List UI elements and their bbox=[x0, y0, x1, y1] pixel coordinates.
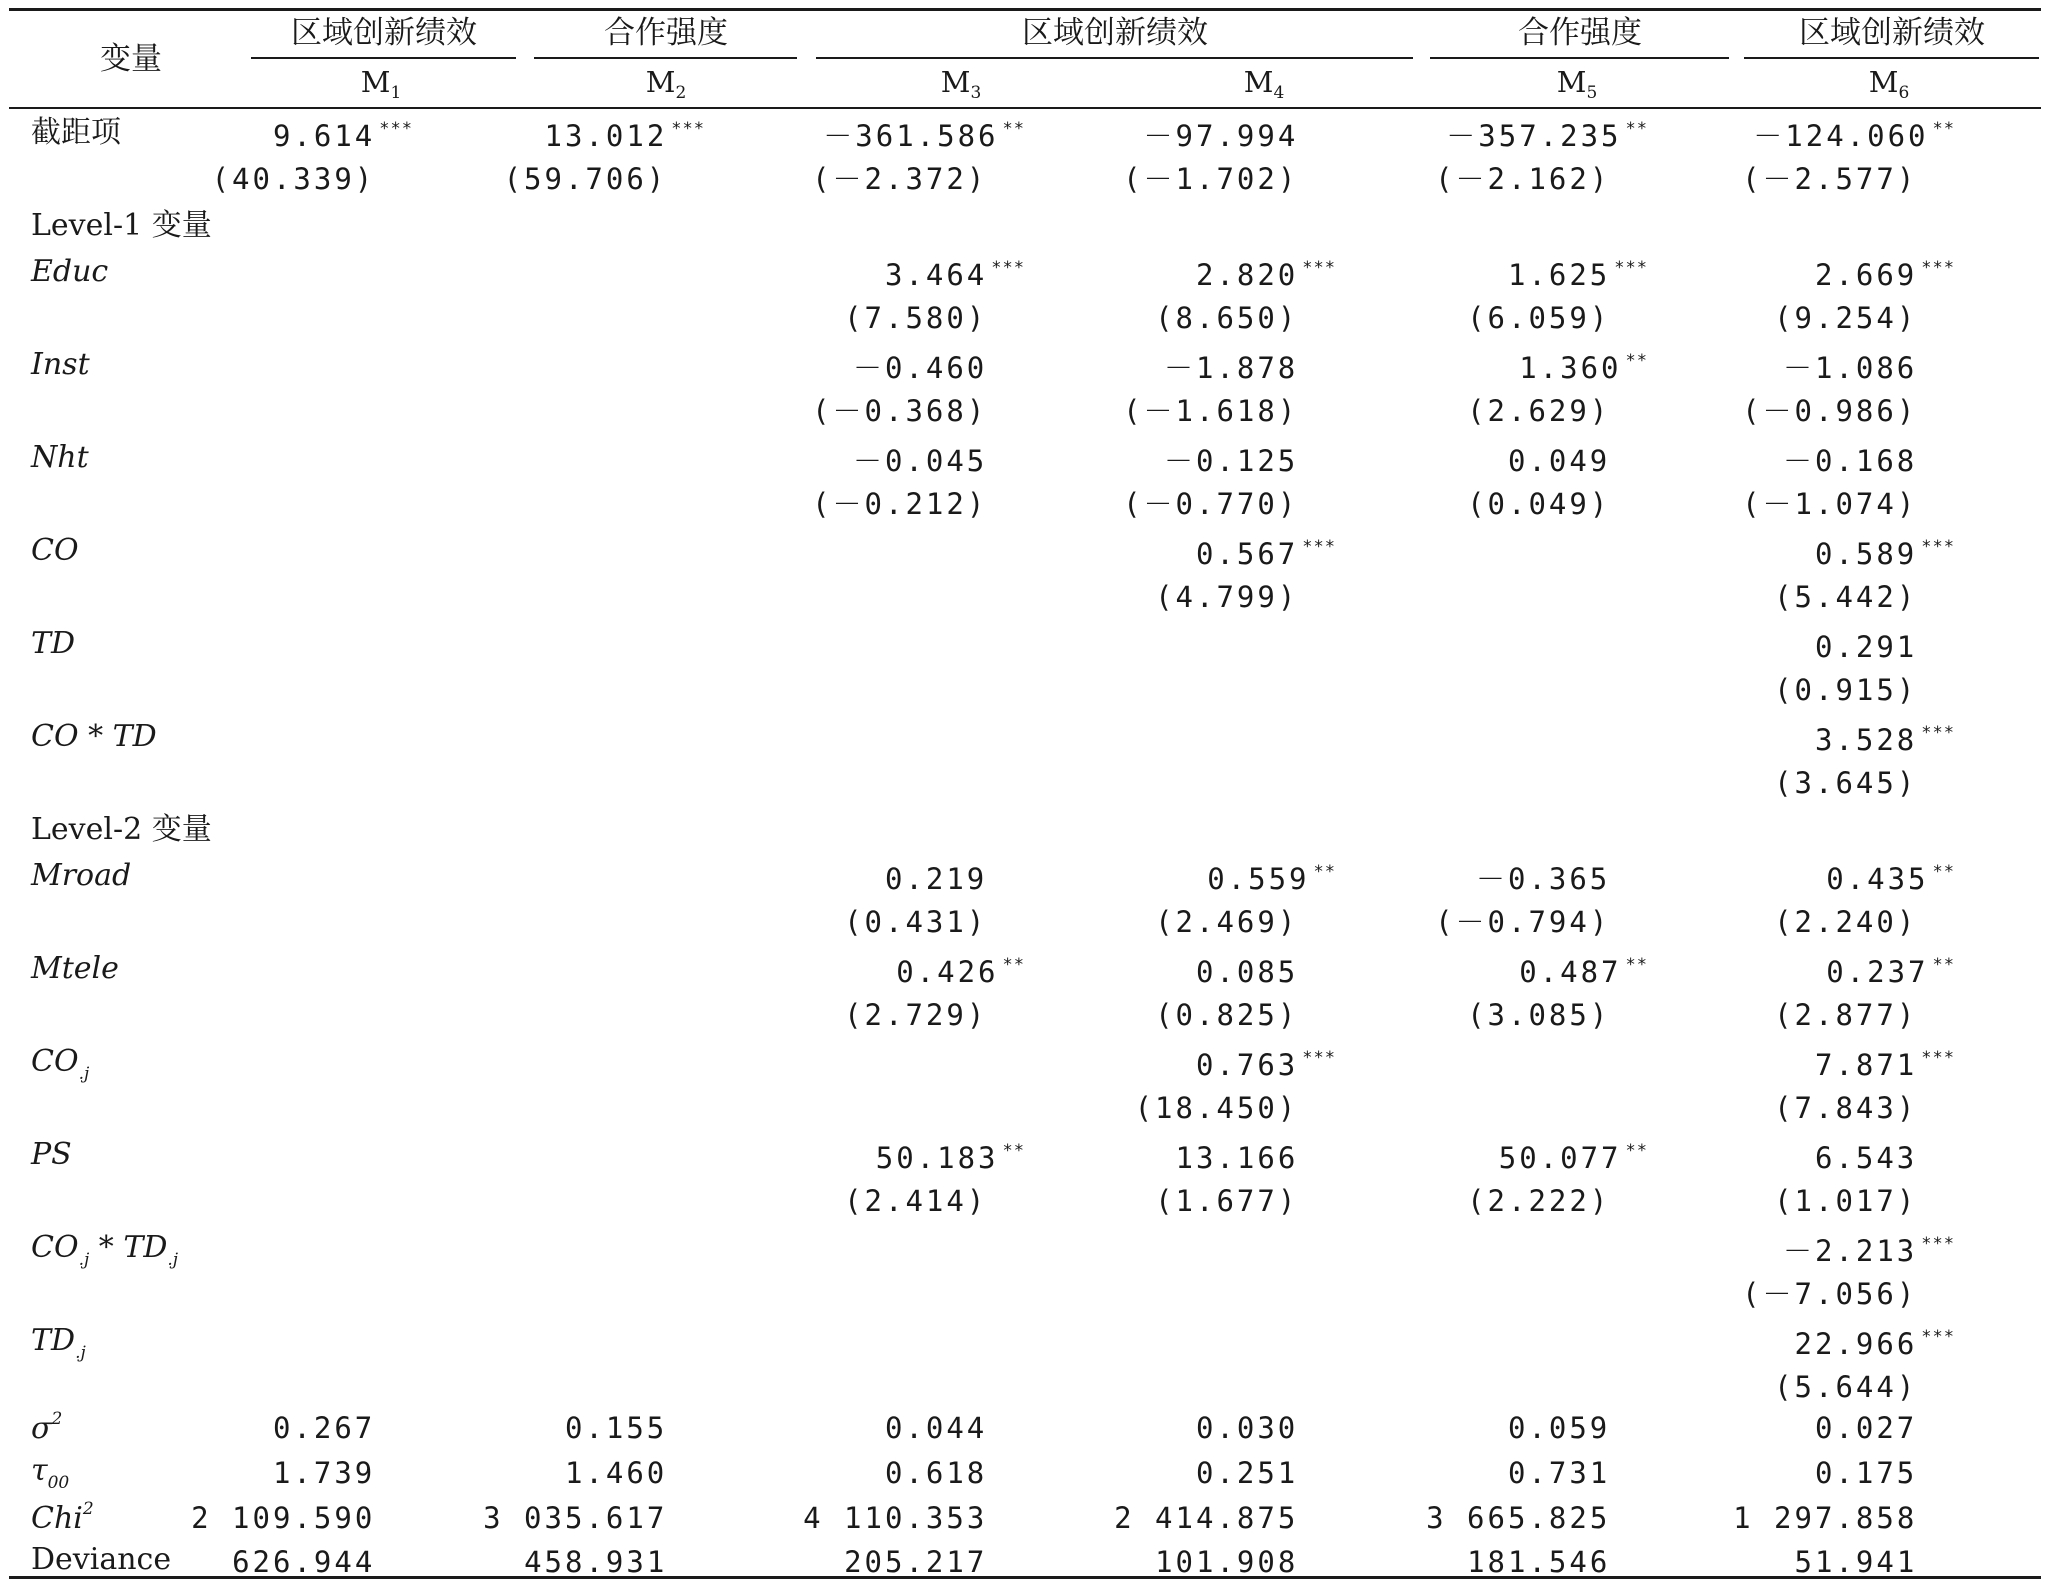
t-statistic-value: (59.706) bbox=[503, 162, 668, 196]
t-statistic-value: (2.240) bbox=[1774, 905, 1918, 939]
coefficient-value: 22.966 bbox=[1794, 1327, 1918, 1361]
coefficient bbox=[1783, 446, 1955, 476]
row-label-subscript: .j bbox=[167, 1250, 179, 1270]
row-label-text: Mroad bbox=[31, 858, 132, 893]
coefficient-value: －0.460 bbox=[852, 351, 988, 385]
coefficient bbox=[1783, 353, 1955, 383]
coefficient bbox=[1519, 957, 1648, 987]
row-label bbox=[31, 1230, 179, 1270]
stat-value-text: 205.217 bbox=[844, 1545, 988, 1579]
t-statistic bbox=[1774, 1000, 1955, 1030]
coefficient-value: 50.183 bbox=[875, 1141, 999, 1175]
coefficient bbox=[1826, 864, 1955, 894]
stat-value bbox=[191, 1503, 413, 1533]
group-underline bbox=[1744, 57, 2039, 59]
t-statistic-value: (7.580) bbox=[844, 301, 988, 335]
t-statistic bbox=[1467, 1186, 1648, 1216]
significance-stars: ** bbox=[1932, 955, 1955, 975]
t-statistic-value: (5.644) bbox=[1774, 1370, 1918, 1404]
t-statistic-value: (40.339) bbox=[211, 162, 376, 196]
significance-stars: ** bbox=[1625, 955, 1648, 975]
coefficient bbox=[1196, 539, 1336, 569]
t-statistic-value: (－7.056) bbox=[1742, 1277, 1918, 1311]
section-label: Level-2 变量 bbox=[31, 812, 212, 847]
row-label-text: CO * TD bbox=[31, 719, 157, 754]
row-label-text: Chi bbox=[31, 1501, 83, 1536]
stat-value bbox=[1114, 1503, 1336, 1533]
model-label bbox=[645, 65, 687, 103]
stat-value-text: 3 035.617 bbox=[483, 1501, 668, 1535]
t-statistic-value: (－1.702) bbox=[1123, 162, 1299, 196]
significance-stars: ** bbox=[1625, 351, 1648, 371]
coefficient bbox=[1815, 632, 1955, 662]
t-statistic-value: (－1.618) bbox=[1123, 394, 1299, 428]
significance-stars: *** bbox=[1921, 723, 1955, 743]
coefficient-value: 0.426 bbox=[896, 955, 999, 989]
coefficient-value: 13.012 bbox=[544, 119, 668, 153]
stat-value bbox=[232, 1547, 413, 1577]
significance-stars: *** bbox=[1614, 258, 1648, 278]
row-label bbox=[31, 115, 121, 150]
row-label-text: CO bbox=[31, 533, 79, 568]
row-label bbox=[31, 1453, 70, 1493]
t-statistic bbox=[844, 1186, 1025, 1216]
section-label: Level-1 变量 bbox=[31, 208, 212, 243]
coefficient bbox=[885, 260, 1025, 290]
coefficient-value: 0.763 bbox=[1195, 1048, 1299, 1082]
t-statistic bbox=[1742, 164, 1955, 194]
t-statistic bbox=[812, 396, 1025, 426]
coefficient-value: －0.125 bbox=[1163, 444, 1299, 478]
stat-value-text: 0.059 bbox=[1507, 1411, 1611, 1445]
stat-value bbox=[844, 1547, 1025, 1577]
row-label-text: τ bbox=[31, 1453, 48, 1488]
coefficient bbox=[545, 121, 705, 151]
model-label-base: M bbox=[1243, 65, 1274, 99]
coefficient-value: 2.820 bbox=[1195, 258, 1299, 292]
model-label-subscript: 4 bbox=[1273, 83, 1285, 103]
group-underline bbox=[1430, 57, 1729, 59]
t-statistic-value: (－2.162) bbox=[1435, 162, 1611, 196]
t-statistic-value: (3.085) bbox=[1467, 998, 1611, 1032]
coefficient bbox=[896, 957, 1025, 987]
coefficient-value: 3.464 bbox=[884, 258, 988, 292]
t-statistic-value: (1.017) bbox=[1774, 1184, 1918, 1218]
row-label-text: Nht bbox=[31, 440, 89, 475]
t-statistic bbox=[1123, 164, 1336, 194]
coefficient bbox=[1207, 864, 1336, 894]
model-label-subscript: 3 bbox=[970, 83, 982, 103]
t-statistic-value: (0.825) bbox=[1155, 998, 1299, 1032]
stat-value bbox=[565, 1458, 705, 1488]
stat-value bbox=[885, 1458, 1025, 1488]
t-statistic-value: (2.222) bbox=[1467, 1184, 1611, 1218]
significance-stars: ** bbox=[1002, 119, 1025, 139]
model-label-base: M bbox=[360, 65, 391, 99]
stat-value-text: 1.460 bbox=[564, 1456, 668, 1490]
group-underline bbox=[534, 57, 797, 59]
coefficient bbox=[1164, 353, 1336, 383]
row-label bbox=[31, 1542, 172, 1577]
stat-value-text: 0.030 bbox=[1195, 1411, 1299, 1445]
row-label-subscript: .j bbox=[78, 1064, 90, 1084]
stat-value bbox=[1426, 1503, 1648, 1533]
coefficient bbox=[273, 121, 413, 151]
t-statistic bbox=[1123, 396, 1336, 426]
t-statistic-value: (1.677) bbox=[1155, 1184, 1299, 1218]
coefficient-value: 6.543 bbox=[1814, 1141, 1918, 1175]
t-statistic bbox=[1774, 1372, 1955, 1402]
model-label-base: M bbox=[1868, 65, 1899, 99]
coefficient-value: －357.235 bbox=[1446, 119, 1622, 153]
coefficient-value: 0.085 bbox=[1195, 955, 1299, 989]
coefficient bbox=[1476, 864, 1648, 894]
t-statistic bbox=[1742, 1279, 1955, 1309]
significance-stars: *** bbox=[1921, 1327, 1955, 1347]
t-statistic bbox=[1435, 907, 1648, 937]
row-label bbox=[31, 1411, 62, 1444]
coefficient-value: －97.994 bbox=[1143, 119, 1299, 153]
model-label-base: M bbox=[645, 65, 676, 99]
stat-value bbox=[483, 1503, 705, 1533]
t-statistic bbox=[1155, 1000, 1336, 1030]
t-statistic bbox=[1774, 582, 1955, 612]
coefficient bbox=[1815, 725, 1955, 755]
t-statistic-value: (－0.770) bbox=[1123, 487, 1299, 521]
row-label bbox=[31, 440, 89, 475]
coefficient-value: 9.614 bbox=[272, 119, 376, 153]
t-statistic bbox=[1774, 907, 1955, 937]
coefficient-value: 0.237 bbox=[1826, 955, 1929, 989]
stat-value bbox=[1795, 1547, 1955, 1577]
t-statistic bbox=[1742, 489, 1955, 519]
coefficient bbox=[823, 121, 1025, 151]
t-statistic-value: (2.414) bbox=[844, 1184, 988, 1218]
coefficient-value: 0.219 bbox=[884, 862, 988, 896]
t-statistic bbox=[844, 907, 1025, 937]
row-label-text: TD bbox=[31, 626, 76, 661]
t-statistic bbox=[1774, 303, 1955, 333]
model-label bbox=[940, 65, 982, 103]
t-statistic bbox=[1467, 303, 1648, 333]
coefficient bbox=[1196, 957, 1336, 987]
group-header: 合作强度 bbox=[604, 15, 728, 51]
stat-value-text: 0.027 bbox=[1814, 1411, 1918, 1445]
model-label bbox=[1556, 65, 1598, 103]
stat-value-text: 626.944 bbox=[232, 1545, 376, 1579]
coefficient bbox=[853, 353, 1025, 383]
group-header: 区域创新绩效 bbox=[1799, 15, 1985, 51]
top-rule bbox=[9, 8, 2041, 11]
significance-stars: *** bbox=[991, 258, 1025, 278]
coefficient bbox=[876, 1143, 1025, 1173]
t-statistic-value: (－0.794) bbox=[1435, 905, 1611, 939]
stat-value-text: 0.267 bbox=[272, 1411, 376, 1445]
stat-value bbox=[1467, 1547, 1648, 1577]
group-header: 合作强度 bbox=[1518, 15, 1642, 51]
row-label bbox=[31, 1137, 72, 1172]
coefficient bbox=[1519, 353, 1648, 383]
significance-stars: *** bbox=[1302, 1048, 1336, 1068]
t-statistic bbox=[1774, 768, 1955, 798]
row-label bbox=[31, 533, 79, 568]
stat-value-text: 1 297.858 bbox=[1733, 1501, 1918, 1535]
coefficient-value: 0.487 bbox=[1519, 955, 1622, 989]
model-label-subscript: 6 bbox=[1898, 83, 1910, 103]
stat-value bbox=[885, 1413, 1025, 1443]
t-statistic-value: (8.650) bbox=[1155, 301, 1299, 335]
row-label bbox=[31, 1044, 90, 1084]
stat-value-text: 51.941 bbox=[1794, 1545, 1918, 1579]
coefficient bbox=[1783, 1236, 1955, 1266]
corner-label: 变量 bbox=[100, 41, 162, 77]
t-statistic-value: (－1.074) bbox=[1742, 487, 1918, 521]
coefficient-value: －1.086 bbox=[1782, 351, 1918, 385]
stat-value bbox=[1508, 1413, 1648, 1443]
coefficient bbox=[1815, 1050, 1955, 1080]
group-header: 区域创新绩效 bbox=[291, 15, 477, 51]
row-label-text: Deviance bbox=[31, 1542, 172, 1577]
row-label bbox=[31, 254, 109, 289]
coefficient-value: 0.559 bbox=[1207, 862, 1310, 896]
row-label-superscript: 2 bbox=[82, 1499, 94, 1519]
model-label-base: M bbox=[1556, 65, 1587, 99]
t-statistic-value: (0.915) bbox=[1774, 673, 1918, 707]
stat-value-text: 2 414.875 bbox=[1114, 1501, 1299, 1535]
model-label bbox=[1243, 65, 1285, 103]
coefficient bbox=[1196, 1050, 1336, 1080]
row-label-text: 截距项 bbox=[31, 115, 121, 150]
t-statistic bbox=[1155, 1186, 1336, 1216]
coefficient bbox=[1499, 1143, 1648, 1173]
stat-value bbox=[273, 1458, 413, 1488]
coefficient-value: 0.567 bbox=[1195, 537, 1299, 571]
t-statistic bbox=[1123, 489, 1336, 519]
significance-stars: ** bbox=[1625, 1141, 1648, 1161]
model-label-base: M bbox=[940, 65, 971, 99]
coefficient bbox=[1753, 121, 1955, 151]
t-statistic bbox=[1467, 489, 1648, 519]
row-label bbox=[31, 626, 76, 661]
t-statistic-value: (4.799) bbox=[1155, 580, 1299, 614]
coefficient-value: 0.291 bbox=[1814, 630, 1918, 664]
row-label-superscript: 2 bbox=[51, 1409, 63, 1429]
stat-value bbox=[1733, 1503, 1955, 1533]
coefficient bbox=[1446, 121, 1648, 151]
t-statistic-value: (9.254) bbox=[1774, 301, 1918, 335]
significance-stars: ** bbox=[1625, 119, 1648, 139]
t-statistic-value: (2.729) bbox=[844, 998, 988, 1032]
t-statistic-value: (－0.368) bbox=[812, 394, 988, 428]
coefficient bbox=[1815, 1143, 1955, 1173]
model-label-subscript: 2 bbox=[675, 83, 687, 103]
t-statistic-value: (0.049) bbox=[1467, 487, 1611, 521]
row-label bbox=[31, 347, 90, 382]
t-statistic bbox=[1155, 907, 1336, 937]
coefficient-value: 7.871 bbox=[1814, 1048, 1918, 1082]
stat-value bbox=[803, 1503, 1025, 1533]
t-statistic bbox=[1155, 582, 1336, 612]
stat-value bbox=[1155, 1547, 1336, 1577]
coefficient-value: －124.060 bbox=[1753, 119, 1929, 153]
coefficient-value: 0.589 bbox=[1814, 537, 1918, 571]
stat-value bbox=[273, 1413, 413, 1443]
row-label-subscript: 00 bbox=[47, 1473, 70, 1493]
t-statistic bbox=[504, 164, 705, 194]
t-statistic bbox=[1467, 396, 1648, 426]
coefficient-value: 0.049 bbox=[1507, 444, 1611, 478]
significance-stars: *** bbox=[1921, 1048, 1955, 1068]
stat-value-text: 0.175 bbox=[1814, 1456, 1918, 1490]
coefficient bbox=[1508, 446, 1648, 476]
coefficient bbox=[885, 864, 1025, 894]
significance-stars: ** bbox=[1002, 1141, 1025, 1161]
row-label bbox=[31, 1323, 86, 1363]
t-statistic bbox=[844, 303, 1025, 333]
stat-value-text: 1.739 bbox=[272, 1456, 376, 1490]
t-statistic bbox=[1774, 1186, 1955, 1216]
model-label-subscript: 1 bbox=[390, 83, 402, 103]
row-label-text: * TD bbox=[89, 1230, 168, 1265]
coefficient-value: 2.669 bbox=[1814, 258, 1918, 292]
t-statistic-value: (0.431) bbox=[844, 905, 988, 939]
significance-stars: *** bbox=[379, 119, 413, 139]
significance-stars: *** bbox=[1302, 537, 1336, 557]
stat-value-text: 4 110.353 bbox=[803, 1501, 988, 1535]
group-underline bbox=[816, 57, 1413, 59]
row-label bbox=[31, 858, 132, 893]
coefficient-value: －0.045 bbox=[852, 444, 988, 478]
coefficient-value: －0.168 bbox=[1782, 444, 1918, 478]
coefficient-value: 13.166 bbox=[1175, 1141, 1299, 1175]
t-statistic bbox=[1155, 303, 1336, 333]
coefficient-value: －361.586 bbox=[823, 119, 999, 153]
coefficient-value: －1.878 bbox=[1163, 351, 1299, 385]
t-statistic bbox=[1135, 1093, 1336, 1123]
coefficient-value: 50.077 bbox=[1498, 1141, 1622, 1175]
stat-value-text: 0.618 bbox=[884, 1456, 988, 1490]
row-label-text: σ bbox=[31, 1411, 52, 1446]
model-label bbox=[360, 65, 402, 103]
row-label bbox=[31, 951, 119, 986]
stat-value-text: 0.044 bbox=[884, 1411, 988, 1445]
coefficient bbox=[1144, 121, 1336, 151]
coefficient bbox=[1196, 260, 1336, 290]
t-statistic-value: (2.877) bbox=[1774, 998, 1918, 1032]
stat-value bbox=[1196, 1458, 1336, 1488]
coefficient-value: 0.435 bbox=[1826, 862, 1929, 896]
coefficient bbox=[1508, 260, 1648, 290]
t-statistic-value: (3.645) bbox=[1774, 766, 1918, 800]
stat-value bbox=[1815, 1413, 1955, 1443]
header-rule bbox=[9, 107, 2041, 109]
stat-value bbox=[524, 1547, 705, 1577]
t-statistic-value: (2.629) bbox=[1467, 394, 1611, 428]
coefficient bbox=[1164, 446, 1336, 476]
t-statistic-value: (18.450) bbox=[1134, 1091, 1299, 1125]
row-label-text: Educ bbox=[31, 254, 109, 289]
coefficient-value: －2.213 bbox=[1782, 1234, 1918, 1268]
stat-value-text: 181.546 bbox=[1467, 1545, 1611, 1579]
significance-stars: ** bbox=[1002, 955, 1025, 975]
significance-stars: ** bbox=[1313, 862, 1336, 882]
coefficient bbox=[853, 446, 1025, 476]
group-underline bbox=[251, 57, 516, 59]
coefficient bbox=[1815, 260, 1955, 290]
row-label-text: CO bbox=[31, 1230, 79, 1265]
t-statistic bbox=[1435, 164, 1648, 194]
coefficient bbox=[1176, 1143, 1336, 1173]
coefficient bbox=[1795, 1329, 1955, 1359]
coefficient-value: 3.528 bbox=[1814, 723, 1918, 757]
t-statistic-value: (－2.577) bbox=[1742, 162, 1918, 196]
row-label-text: CO bbox=[31, 1044, 79, 1079]
t-statistic-value: (5.442) bbox=[1774, 580, 1918, 614]
t-statistic-value: (2.469) bbox=[1155, 905, 1299, 939]
model-label-subscript: 5 bbox=[1586, 83, 1598, 103]
stat-value-text: 2 109.590 bbox=[191, 1501, 376, 1535]
stat-value bbox=[1815, 1458, 1955, 1488]
model-label bbox=[1868, 65, 1910, 103]
significance-stars: ** bbox=[1932, 862, 1955, 882]
t-statistic bbox=[1774, 1093, 1955, 1123]
significance-stars: *** bbox=[671, 119, 705, 139]
t-statistic bbox=[812, 164, 1025, 194]
t-statistic-value: (－0.986) bbox=[1742, 394, 1918, 428]
row-label-text: PS bbox=[31, 1137, 72, 1172]
coefficient-value: 1.360 bbox=[1519, 351, 1622, 385]
row-label-subscript: .j bbox=[75, 1343, 86, 1363]
significance-stars: ** bbox=[1932, 119, 1955, 139]
stat-value bbox=[1508, 1458, 1648, 1488]
row-label-text: TD bbox=[31, 1323, 76, 1358]
stat-value bbox=[565, 1413, 705, 1443]
stat-value-text: 0.251 bbox=[1195, 1456, 1299, 1490]
row-label-text: Mtele bbox=[31, 951, 119, 986]
coefficient bbox=[1815, 539, 1955, 569]
stat-value-text: 0.731 bbox=[1507, 1456, 1611, 1490]
t-statistic-value: (7.843) bbox=[1774, 1091, 1918, 1125]
coefficient-value: 1.625 bbox=[1507, 258, 1611, 292]
row-label-text: Inst bbox=[31, 347, 90, 382]
coefficient bbox=[1826, 957, 1955, 987]
t-statistic-value: (－2.372) bbox=[812, 162, 988, 196]
row-label bbox=[31, 1501, 94, 1534]
t-statistic bbox=[1467, 1000, 1648, 1030]
row-label bbox=[31, 719, 157, 754]
t-statistic bbox=[844, 1000, 1025, 1030]
significance-stars: *** bbox=[1921, 258, 1955, 278]
group-header: 区域创新绩效 bbox=[1022, 15, 1208, 51]
significance-stars: *** bbox=[1921, 1234, 1955, 1254]
stat-value bbox=[1196, 1413, 1336, 1443]
t-statistic-value: (6.059) bbox=[1467, 301, 1611, 335]
coefficient-value: －0.365 bbox=[1475, 862, 1611, 896]
significance-stars: *** bbox=[1302, 258, 1336, 278]
stat-value-text: 3 665.825 bbox=[1426, 1501, 1611, 1535]
t-statistic-value: (－0.212) bbox=[812, 487, 988, 521]
row-label-subscript: .j bbox=[78, 1250, 90, 1270]
t-statistic bbox=[1742, 396, 1955, 426]
t-statistic bbox=[1774, 675, 1955, 705]
significance-stars: *** bbox=[1921, 537, 1955, 557]
stat-value-text: 101.908 bbox=[1155, 1545, 1299, 1579]
t-statistic bbox=[812, 489, 1025, 519]
stat-value-text: 458.931 bbox=[524, 1545, 668, 1579]
stat-value-text: 0.155 bbox=[564, 1411, 668, 1445]
t-statistic bbox=[212, 164, 413, 194]
